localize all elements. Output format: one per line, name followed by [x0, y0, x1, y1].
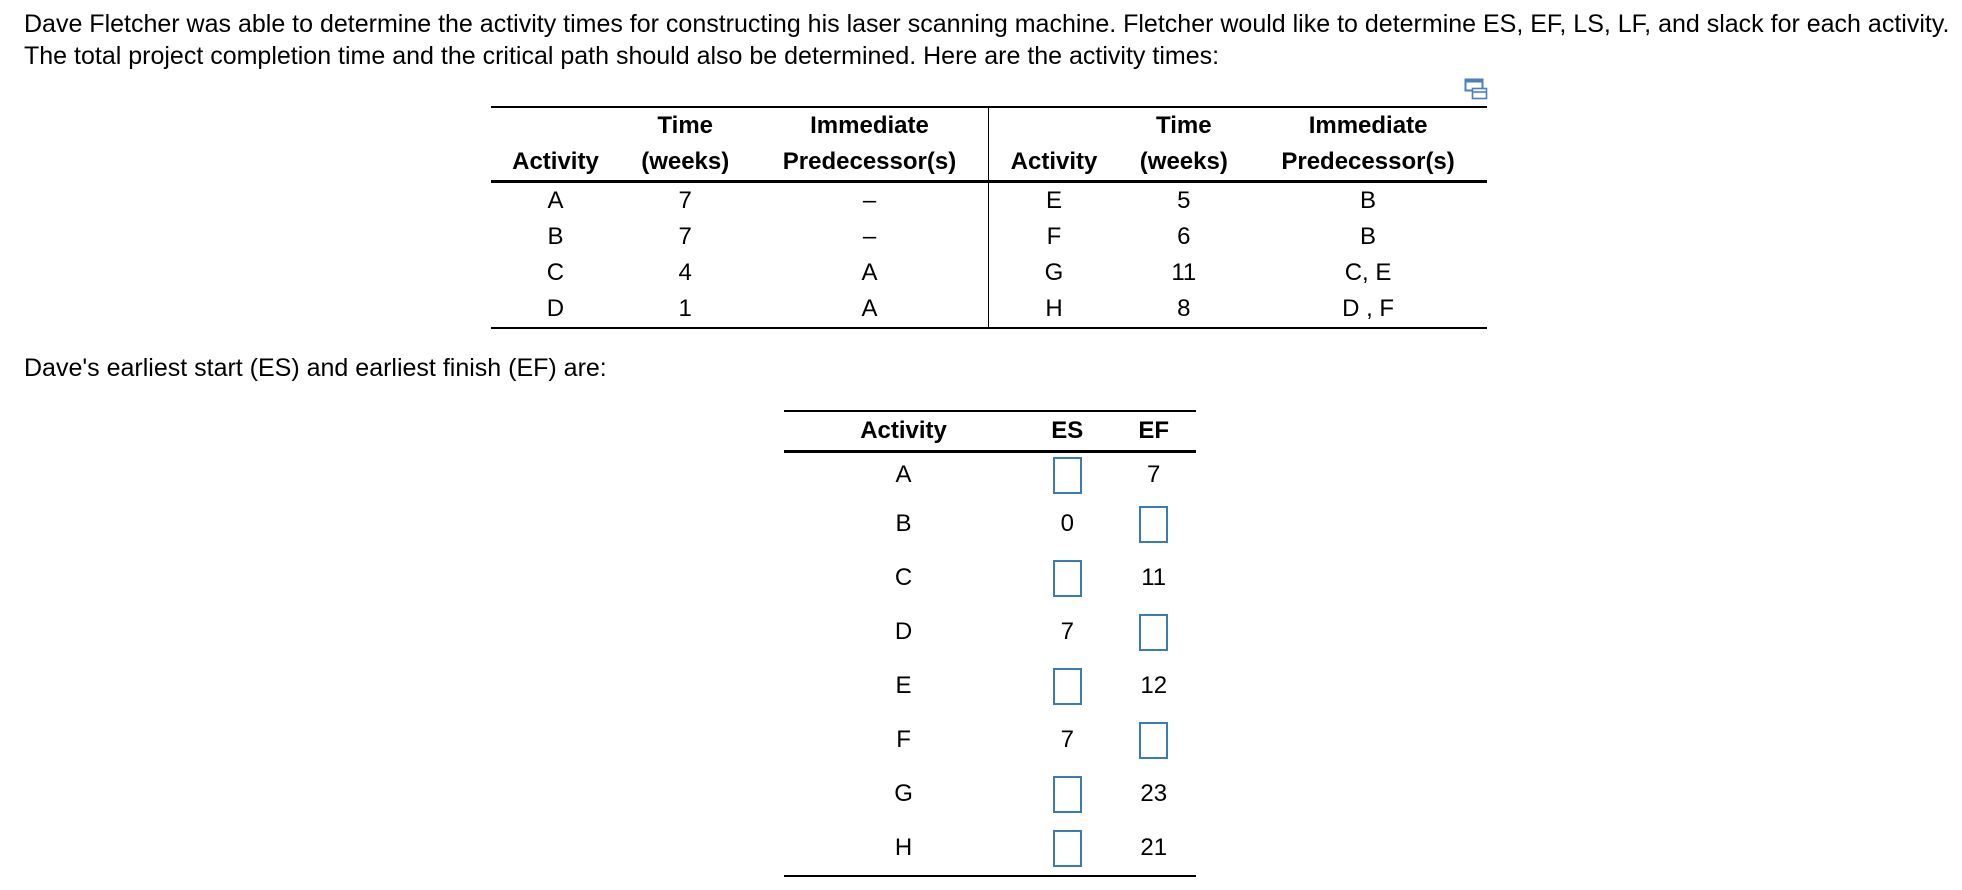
activity-cell: C: [894, 564, 913, 591]
table-row: [784, 713, 1196, 767]
table-row: [491, 291, 1487, 328]
header-activity: Activity: [784, 411, 1023, 452]
es-answer-input[interactable]: [1053, 560, 1082, 597]
time-cell: 6: [1177, 223, 1191, 250]
header-ef: EF: [1111, 411, 1196, 452]
activity-cell: G: [1044, 259, 1064, 286]
header-row-1: [491, 107, 1487, 144]
activity-cell: H: [784, 821, 1023, 876]
activity-cell: A: [895, 461, 912, 488]
header-activity-left-blank: [491, 107, 620, 144]
header-es: ES: [1023, 411, 1111, 452]
es-cell: [1023, 659, 1111, 713]
ef-cell: [1111, 713, 1196, 767]
predecessor-cell: A: [751, 255, 989, 291]
table-row: [784, 605, 1196, 659]
predecessor-cell: B: [1360, 223, 1377, 250]
table-row: [491, 255, 1487, 291]
activity-cell: H: [989, 291, 1119, 328]
time-cell: 5: [1177, 187, 1191, 214]
ef-answer-input[interactable]: [1139, 614, 1168, 651]
es-answer-input[interactable]: [1053, 776, 1082, 813]
activity-times-table: [491, 106, 1487, 329]
table-row: [784, 452, 1196, 498]
time-cell: 7: [678, 223, 692, 250]
es-cell: 7: [1060, 726, 1074, 753]
ef-answer-input[interactable]: [1139, 506, 1168, 543]
predecessor-cell: D , F: [1249, 291, 1487, 328]
table-row: [784, 821, 1196, 876]
es-answer-input[interactable]: [1053, 457, 1082, 494]
es-cell: [1023, 551, 1111, 605]
predecessor-cell: –: [751, 219, 989, 255]
header-pred-left-line1: Immediate: [751, 107, 989, 144]
table-row: [784, 497, 1196, 551]
predecessor-cell: B: [1360, 187, 1377, 214]
header-pred-left-line2: Predecessor(s): [751, 144, 989, 182]
time-cell: 4: [678, 259, 692, 286]
ef-answer-input[interactable]: [1139, 722, 1168, 759]
header-pred-right-line1: Immediate: [1249, 107, 1487, 144]
es-cell: [1023, 767, 1111, 821]
table-row: [491, 182, 1487, 220]
header-activity-right: Activity: [989, 144, 1119, 182]
predecessor-cell: C, E: [1344, 259, 1392, 286]
header-activity-left: Activity: [491, 144, 620, 182]
time-cell: 1: [620, 291, 751, 328]
es-answer-input[interactable]: [1053, 668, 1082, 705]
table-row: [491, 219, 1487, 255]
header-time-left-line1: Time: [620, 107, 751, 144]
es-answer-input[interactable]: [1053, 830, 1082, 867]
predecessor-cell: A: [751, 291, 989, 328]
ef-cell: 7: [1147, 461, 1161, 488]
activity-cell: E: [895, 672, 912, 699]
header-time-left-line2: (weeks): [620, 144, 751, 182]
time-cell: 11: [1171, 259, 1197, 286]
header-activity-right-blank: [989, 107, 1119, 144]
ef-cell: 12: [1140, 672, 1168, 699]
activity-cell: G: [894, 780, 913, 807]
header-time-right-line1: Time: [1119, 107, 1250, 144]
activity-cell: D: [491, 291, 620, 328]
activity-cell: A: [547, 187, 564, 214]
activity-cell: C: [546, 259, 565, 286]
activity-cell: B: [895, 510, 912, 537]
es-cell: [1023, 821, 1111, 876]
activity-cell: D: [894, 618, 913, 645]
activity-cell: F: [896, 726, 911, 753]
es-ef-heading: Dave's earliest start (ES) and earliest finish (EF) are:: [24, 354, 607, 382]
es-cell: 0: [1060, 510, 1074, 537]
table-row: [784, 767, 1196, 821]
predecessor-cell: –: [751, 182, 989, 220]
ef-cell: 21: [1111, 821, 1196, 876]
time-cell: 8: [1119, 291, 1250, 328]
es-cell: 7: [1060, 618, 1074, 645]
table-row: [784, 659, 1196, 713]
expand-table-icon[interactable]: [1464, 78, 1488, 100]
problem-statement: Dave Fletcher was able to determine the activity times for constructing his laser scanning machine. Fletcher would like to determine ES, EF, LS, LF, and slack for each activity. The total project completion time and the critical path should also be determined. Here are the activity times:: [24, 10, 1950, 70]
table-row: [784, 551, 1196, 605]
ef-cell: [1111, 497, 1196, 551]
activity-cell: F: [1046, 223, 1062, 250]
es-ef-header-row: [784, 411, 1196, 452]
activity-cell: B: [547, 223, 564, 250]
es-ef-body: [784, 452, 1196, 877]
header-time-right-line2: (weeks): [1119, 144, 1250, 182]
ef-cell: 11: [1141, 564, 1167, 591]
es-ef-table: [784, 410, 1196, 877]
activity-cell: E: [1045, 187, 1062, 214]
header-pred-right-line2: Predecessor(s): [1249, 144, 1487, 182]
time-cell: 7: [678, 187, 692, 214]
ef-cell: 23: [1140, 780, 1168, 807]
header-row-2: [491, 144, 1487, 182]
es-cell: [1023, 452, 1111, 498]
ef-cell: [1111, 605, 1196, 659]
